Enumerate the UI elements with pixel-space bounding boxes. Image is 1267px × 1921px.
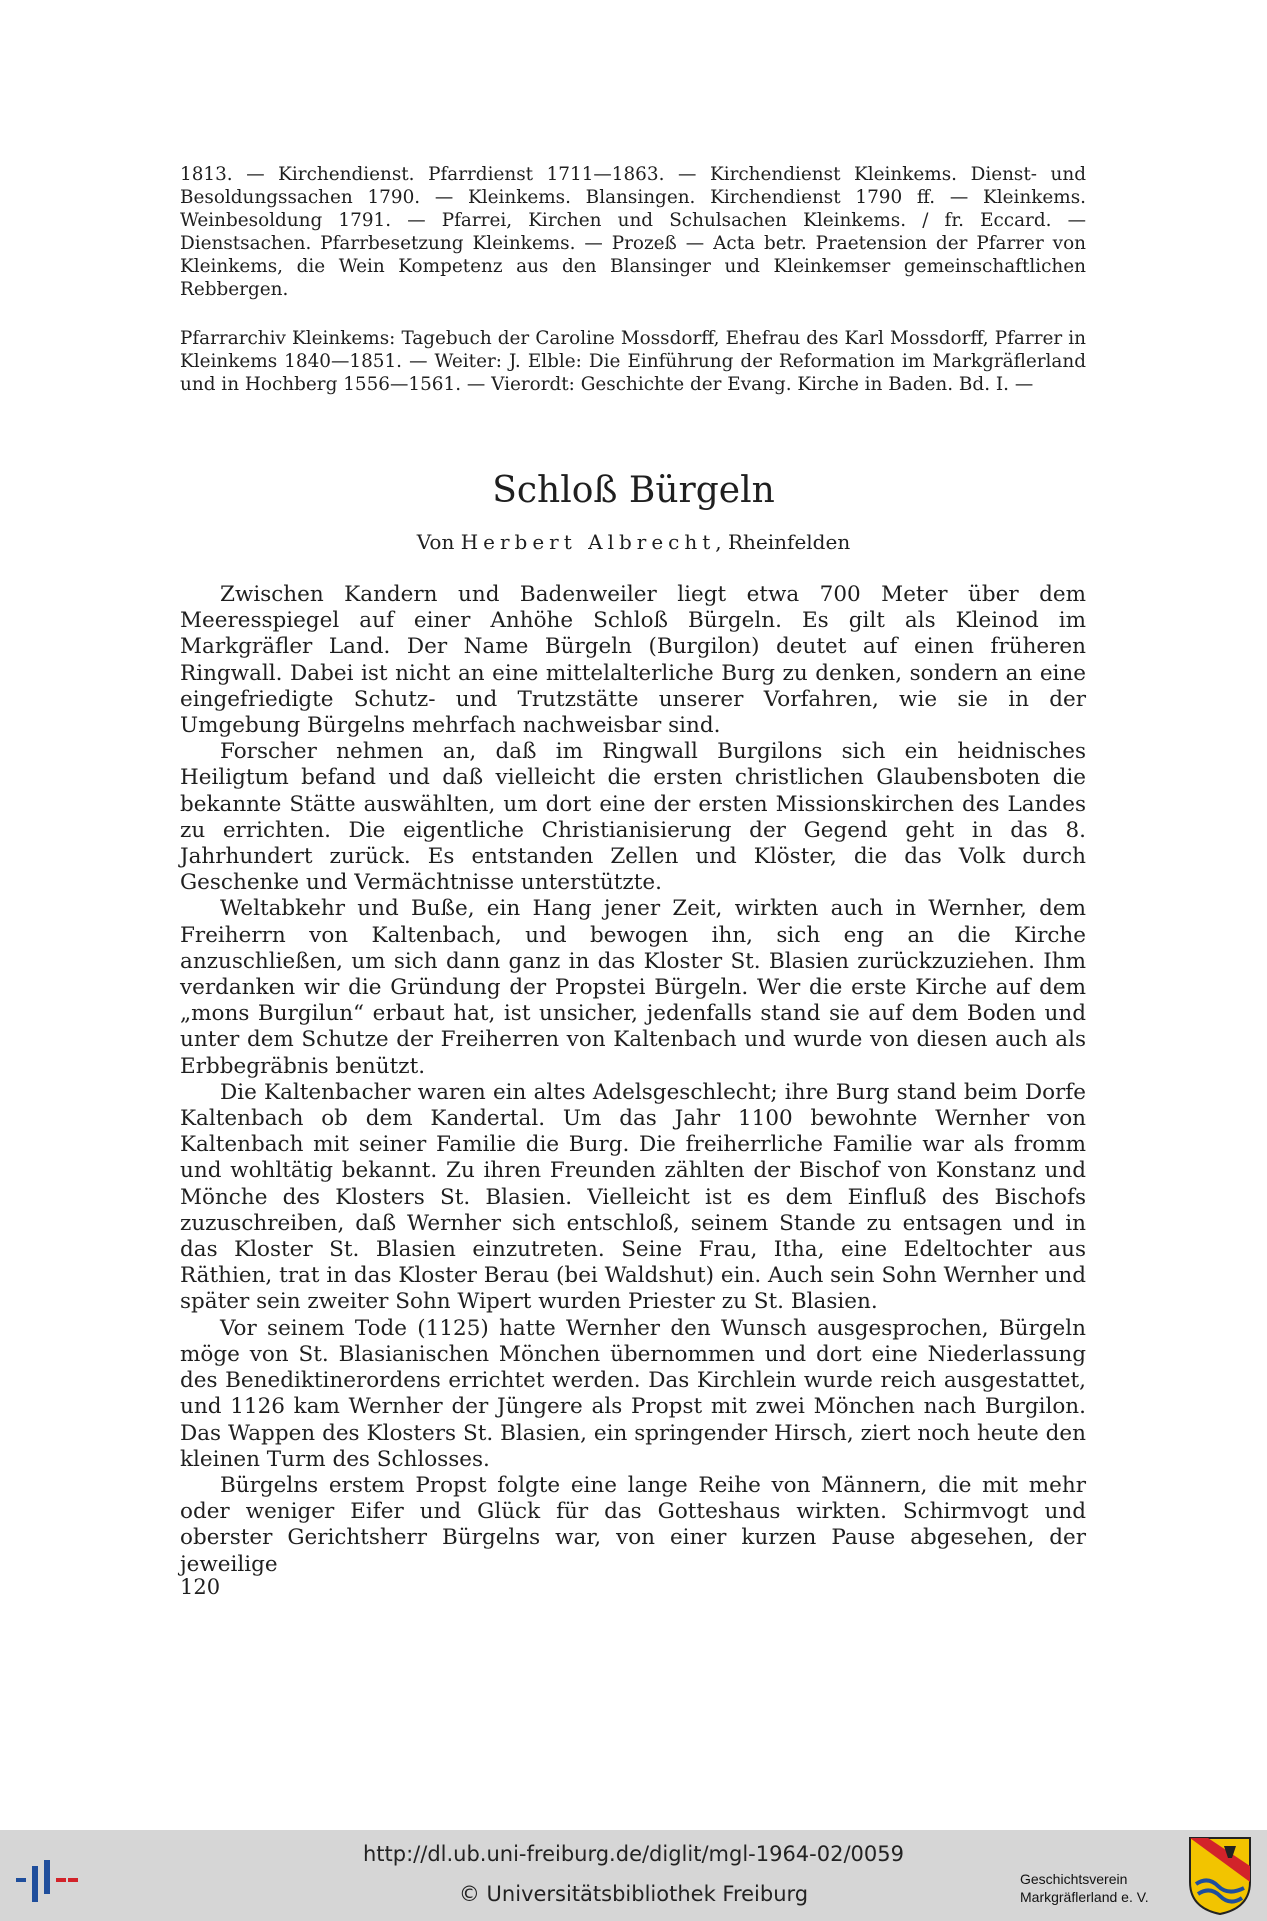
paragraph: Vor seinem Tode (1125) hatte Wernher den Wunsch ausgesprochen, Bürgeln möge von St. Blasianischen Mönchen übernommen und dort eine Niederlassung des Benediktinerordens errichtet werden. Das Kirchlein wurde reich ausgestattet, und 1126 kam Wernher der Jüngere als Propst mit zwei Mönchen nach Burgilon. Das Wappen des Klosters St. Blasien, ein springender Hirsch, ziert noch heute den kleinen Turm des Schlosses. <box>180 1315 1086 1472</box>
society-line-2: Markgräflerland e. V. <box>1020 1889 1149 1905</box>
page-number: 120 <box>180 1575 221 1599</box>
society-line-1: Geschichtsverein <box>1020 1871 1128 1887</box>
byline <box>0 530 1267 554</box>
society-crest-icon <box>1188 1836 1252 1916</box>
byline-author: Herbert Albrecht <box>460 530 716 554</box>
paragraph: Zwischen Kandern und Badenweiler liegt etwa 700 Meter über dem Meeresspiegel auf einer Anhöhe Schloß Bürgeln. Es gilt als Kleinod im Markgräfler Land. Der Name Bürgeln (Burgilon) deutet auf einen früheren Ringwall. Dabei ist nicht an eine mittelalterliche Burg zu denken, sondern an eine eingefriedigte Schutz- und Trutzstätte unserer Vorfahren, wie sie in der Umgebung Bürgelns mehrfach nachweisbar sind. <box>180 582 1086 739</box>
footer-bar <box>0 1830 1267 1921</box>
paragraph: Forscher nehmen an, daß im Ringwall Burgilons sich ein heidnisches Heiligtum befand und daß vielleicht die ersten christlichen Glaubensboten die bekannte Stätte auswählten, um dort eine der ersten Missionskirchen des Landes zu errichten. Die eigentliche Christianisierung der Gegend geht in das 8. Jahrhundert zurück. Es entstanden Zellen und Klöster, die das Volk durch Geschenke und Vermächtnisse unterstützte. <box>180 739 1086 896</box>
pfarrarchiv-text: Pfarrarchiv Kleinkems: Tagebuch der Caroline Mossdorff, Ehefrau des Karl Mossdorff, Pfarrer in Kleinkems 1840—1851. — Weiter: J. Elble: Die Einführung der Reformation im Markgräflerland und in Hochberg 1556—1561. — Vierordt: Geschichte der Evang. Kirche in Baden. Bd. I. — <box>180 328 1086 395</box>
byline-suffix: , Rheinfelden <box>715 530 851 554</box>
paragraph: Weltabkehr und Buße, ein Hang jener Zeit, wirkten auch in Wernher, dem Freiherrn von Kaltenbach, und bewogen ihn, sich eng an die Kirche anzuschließen, um sich dann ganz in das Kloster St. Blasien zurückzuziehen. Ihm verdanken wir die Gründung der Propstei Bürgeln. Wer die erste Kirche auf dem „mons Burgilun“ erbaut hat, ist unsicher, jedenfalls stand sie auf dem Boden und unter dem Schutze der Freiherren von Kaltenbach und wurde von diesen auch als Erbbegräbnis benützt. <box>180 896 1086 1079</box>
byline-prefix: Von <box>416 530 455 554</box>
paragraph: Bürgelns erstem Propst folgte eine lange Reihe von Männern, die mit mehr oder weniger Eifer und Glück für das Gotteshaus wirkten. Schirmvogt und oberster Gerichtsherr Bürgelns war, von einer kurzen Pause abgesehen, der jeweilige <box>180 1472 1086 1577</box>
archive-references <box>180 163 1086 301</box>
footer-url-link[interactable]: http://dl.ub.uni-freiburg.de/diglit/mgl-1964-02/0059 <box>362 1842 904 1866</box>
society-name <box>1020 1870 1149 1906</box>
archive-text: 1813. — Kirchendienst. Pfarrdienst 1711—1863. — Kirchendienst Kleinkems. Dienst- und Besoldungssachen 1790. — Kleinkems. Blansingen. Kirchendienst 1790 ff. — Kleinkems. Weinbesoldung 1791. — Pfarrei, Kirchen und Schulsachen Kleinkems. / fr. Eccard. — Dienstsachen. Pfarrbesetzung Kleinkems. — Prozeß — Acta betr. Praetension der Pfarrer von Kleinkems, die Wein Kompetenz aus den Blansinger und Kleinkemser gemeinschaftlichen Rebbergen. <box>180 164 1086 300</box>
paragraph: Die Kaltenbacher waren ein altes Adelsgeschlecht; ihre Burg stand beim Dorfe Kaltenbach ob dem Kandertal. Um das Jahr 1100 bewohnte Wernher von Kaltenbach mit seiner Familie die Burg. Die freiherrliche Familie war als fromm und wohltätig bekannt. Zu ihren Freunden zählten der Bischof von Konstanz und Mönche des Klosters St. Blasien. Vielleicht ist es dem Einfluß des Bischofs zuzuschreiben, daß Wernher sich entschloß, seinem Stande zu entsagen und in das Kloster St. Blasien einzutreten. Seine Frau, Itha, eine Edeltochter aus Räthien, trat in das Kloster Berau (bei Waldshut) ein. Auch sein Sohn Wernher und später sein zweiter Sohn Wipert wurden Priester zu St. Blasien. <box>180 1079 1086 1315</box>
article-title: Schloß Bürgeln <box>492 470 775 511</box>
footer-copyright: © Universitätsbibliothek Freiburg <box>458 1882 809 1906</box>
article-body <box>180 582 1086 1578</box>
pfarrarchiv-references <box>180 327 1086 396</box>
